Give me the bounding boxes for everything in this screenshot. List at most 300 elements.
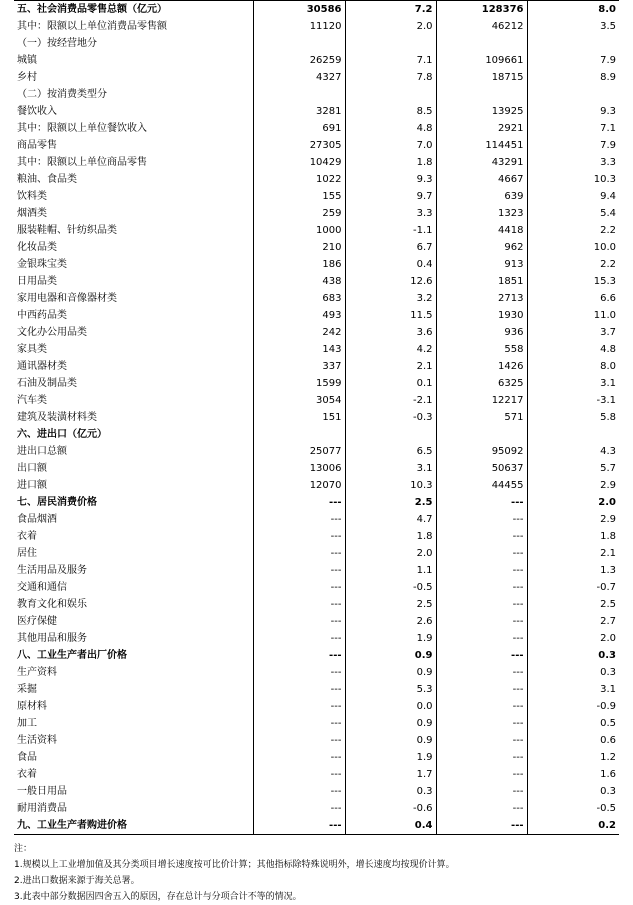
cell-v2: 5.3 <box>345 681 436 698</box>
cell-v3: --- <box>436 749 527 766</box>
cell-v2: 0.9 <box>345 715 436 732</box>
cell-v1: --- <box>253 528 345 545</box>
table-row <box>14 477 619 494</box>
cell-v4 <box>527 35 619 52</box>
cell-v1: 1022 <box>253 171 345 188</box>
cell-v4: 1.8 <box>600 531 616 542</box>
cell-v4: 9.3 <box>600 106 616 117</box>
cell-v3: 43291 <box>436 154 527 171</box>
cell-v2: 2.0 <box>345 545 436 562</box>
statistics-table <box>14 0 619 835</box>
row-label: 原材料 <box>14 698 253 715</box>
cell-v3: --- <box>436 494 527 511</box>
cell-v2: 2.5 <box>345 494 436 511</box>
cell-v4: 0.5 <box>600 718 616 729</box>
row-label: 七、居民消费价格 <box>14 494 253 511</box>
cell-v4: 7.9 <box>600 55 616 66</box>
row-label: 居住 <box>14 545 253 562</box>
cell-v4: -0.5 <box>596 803 616 814</box>
row-label: 耐用消费品 <box>14 800 253 817</box>
footnote-2: 2.进出口数据来源于海关总署。 <box>14 876 140 886</box>
table-row <box>14 341 619 358</box>
cell-v3: 4418 <box>436 222 527 239</box>
cell-v4: 2.9 <box>600 480 616 491</box>
cell-v4: 3.3 <box>600 157 616 168</box>
cell-v1: 186 <box>253 256 345 273</box>
cell-v2: 7.1 <box>345 52 436 69</box>
cell-v1: 143 <box>253 341 345 358</box>
cell-v2: 3.1 <box>345 460 436 477</box>
table-row <box>14 103 619 120</box>
cell-v1: 155 <box>253 188 345 205</box>
cell-v3: 44455 <box>436 477 527 494</box>
table-row <box>14 766 619 783</box>
cell-v3: --- <box>436 596 527 613</box>
cell-v4: 8.0 <box>527 1 619 19</box>
cell-v3: 1323 <box>436 205 527 222</box>
row-label: 食品 <box>14 749 253 766</box>
row-label: 生活用品及服务 <box>14 562 253 579</box>
row-label: 其他用品和服务 <box>14 630 253 647</box>
cell-v2: 1.9 <box>345 749 436 766</box>
row-label: 服装鞋帽、针纺织品类 <box>14 222 253 239</box>
cell-v3: 4667 <box>436 171 527 188</box>
cell-v3 <box>436 426 527 443</box>
cell-v3: 18715 <box>436 69 527 86</box>
cell-v2: 12.6 <box>345 273 436 290</box>
cell-v3: 114451 <box>436 137 527 154</box>
cell-v4: 11.0 <box>593 310 616 321</box>
table-row <box>14 613 619 630</box>
cell-v2: 0.3 <box>345 783 436 800</box>
cell-v2: 4.7 <box>345 511 436 528</box>
cell-v3: --- <box>436 647 527 664</box>
table-row <box>14 222 619 239</box>
footnote-1: 1.规模以上工业增加值及其分类项目增长速度按可比价计算；其他指标除特殊说明外，增长速度均按现价计算。 <box>14 860 455 870</box>
cell-v3: --- <box>436 698 527 715</box>
table-body <box>14 1 619 835</box>
cell-v4: 2.7 <box>600 616 616 627</box>
cell-v3: 95092 <box>436 443 527 460</box>
cell-v3: 1930 <box>436 307 527 324</box>
cell-v2: 0.4 <box>345 817 436 835</box>
table-row <box>14 443 619 460</box>
cell-v1: --- <box>253 681 345 698</box>
table-row <box>14 426 619 443</box>
row-label: 餐饮收入 <box>14 103 253 120</box>
row-label: 进口额 <box>14 477 253 494</box>
cell-v3: --- <box>436 681 527 698</box>
cell-v2: 9.7 <box>345 188 436 205</box>
table-row <box>14 69 619 86</box>
cell-v1: 3054 <box>253 392 345 409</box>
cell-v2: 0.9 <box>345 664 436 681</box>
table-row <box>14 1 619 19</box>
table-row <box>14 596 619 613</box>
cell-v2: 1.8 <box>345 154 436 171</box>
cell-v4: -0.7 <box>596 582 616 593</box>
row-label: 医疗保健 <box>14 613 253 630</box>
table-row <box>14 562 619 579</box>
cell-v2: 3.2 <box>345 290 436 307</box>
table-row <box>14 239 619 256</box>
cell-v3: 128376 <box>436 1 527 19</box>
cell-v2: 6.5 <box>345 443 436 460</box>
cell-v2: 0.4 <box>345 256 436 273</box>
cell-v1: --- <box>253 749 345 766</box>
table-row <box>14 358 619 375</box>
cell-v3: --- <box>436 715 527 732</box>
table-row <box>14 290 619 307</box>
row-label: 金银珠宝类 <box>14 256 253 273</box>
cell-v4 <box>527 86 619 103</box>
cell-v3: 109661 <box>436 52 527 69</box>
cell-v2: 0.9 <box>345 647 436 664</box>
row-label: 衣着 <box>14 766 253 783</box>
table-row <box>14 375 619 392</box>
cell-v3: --- <box>436 630 527 647</box>
cell-v1: --- <box>253 596 345 613</box>
table-row <box>14 528 619 545</box>
cell-v2: 11.5 <box>345 307 436 324</box>
table-row <box>14 171 619 188</box>
cell-v3: 639 <box>436 188 527 205</box>
cell-v4: 2.1 <box>600 548 616 559</box>
table-row <box>14 800 619 817</box>
cell-v4: 3.5 <box>600 21 616 32</box>
row-label: 石油及制品类 <box>14 375 253 392</box>
row-label: 生产资料 <box>14 664 253 681</box>
cell-v2: 1.7 <box>345 766 436 783</box>
cell-v2: 3.3 <box>345 205 436 222</box>
table-row <box>14 783 619 800</box>
cell-v4: 2.0 <box>598 497 616 508</box>
cell-v3: 936 <box>436 324 527 341</box>
cell-v2: 1.9 <box>345 630 436 647</box>
footnote-head: 注： <box>14 844 33 854</box>
footnotes <box>14 841 619 905</box>
row-label: 一般日用品 <box>14 783 253 800</box>
row-label: 衣着 <box>14 528 253 545</box>
row-label: 化妆品类 <box>14 239 253 256</box>
cell-v1: 151 <box>253 409 345 426</box>
table-row <box>14 749 619 766</box>
cell-v3: 571 <box>436 409 527 426</box>
cell-v2 <box>345 86 436 103</box>
cell-v2: -0.3 <box>345 409 436 426</box>
cell-v1: 493 <box>253 307 345 324</box>
table-row <box>14 256 619 273</box>
cell-v1: --- <box>253 562 345 579</box>
cell-v3: 1851 <box>436 273 527 290</box>
cell-v3: --- <box>436 800 527 817</box>
cell-v1: 10429 <box>253 154 345 171</box>
table-row <box>14 460 619 477</box>
cell-v3: --- <box>436 579 527 596</box>
row-label: 出口额 <box>14 460 253 477</box>
cell-v4: 2.9 <box>600 514 616 525</box>
row-label: 八、工业生产者出厂价格 <box>14 647 253 664</box>
cell-v4: 0.2 <box>527 817 619 835</box>
cell-v2: 6.7 <box>345 239 436 256</box>
row-label: 教育文化和娱乐 <box>14 596 253 613</box>
table-row <box>14 545 619 562</box>
cell-v2: 2.5 <box>345 596 436 613</box>
cell-v4: -3.1 <box>596 395 616 406</box>
cell-v4: 7.9 <box>600 140 616 151</box>
table-row <box>14 817 619 835</box>
cell-v1: --- <box>253 647 345 664</box>
cell-v1: 683 <box>253 290 345 307</box>
row-label: 汽车类 <box>14 392 253 409</box>
cell-v4: 2.2 <box>600 259 616 270</box>
cell-v4: 6.6 <box>600 293 616 304</box>
row-label: 食品烟酒 <box>14 511 253 528</box>
row-label: 饮料类 <box>14 188 253 205</box>
cell-v4: 4.3 <box>600 446 616 457</box>
cell-v3: --- <box>436 664 527 681</box>
table-row <box>14 392 619 409</box>
table-row <box>14 273 619 290</box>
cell-v4: 0.3 <box>600 786 616 797</box>
cell-v2: -2.1 <box>345 392 436 409</box>
row-label: 烟酒类 <box>14 205 253 222</box>
table-row <box>14 630 619 647</box>
cell-v2: 4.8 <box>345 120 436 137</box>
table-row <box>14 715 619 732</box>
cell-v3: 13925 <box>436 103 527 120</box>
cell-v4: 3.1 <box>600 378 616 389</box>
statistics-page <box>14 0 619 905</box>
cell-v1: 30586 <box>253 1 345 19</box>
cell-v1: 691 <box>253 120 345 137</box>
cell-v1: 210 <box>253 239 345 256</box>
cell-v1: 1599 <box>253 375 345 392</box>
cell-v1 <box>253 426 345 443</box>
cell-v1: 11120 <box>253 18 345 35</box>
cell-v3 <box>436 35 527 52</box>
cell-v3: 6325 <box>436 375 527 392</box>
row-label: 其中：限额以上单位消费品零售额 <box>14 18 253 35</box>
row-label: （一）按经营地分 <box>14 35 253 52</box>
cell-v1: 4327 <box>253 69 345 86</box>
table-row <box>14 137 619 154</box>
row-label: （二）按消费类型分 <box>14 86 253 103</box>
row-label: 城镇 <box>14 52 253 69</box>
cell-v1 <box>253 86 345 103</box>
table-row <box>14 35 619 52</box>
row-label: 其中：限额以上单位餐饮收入 <box>14 120 253 137</box>
cell-v2: 2.1 <box>345 358 436 375</box>
cell-v2: -0.5 <box>345 579 436 596</box>
row-label: 中西药品类 <box>14 307 253 324</box>
cell-v2: 7.0 <box>345 137 436 154</box>
row-label: 商品零售 <box>14 137 253 154</box>
cell-v1: --- <box>253 698 345 715</box>
cell-v4: 5.8 <box>600 412 616 423</box>
cell-v1: --- <box>253 494 345 511</box>
cell-v1: --- <box>253 732 345 749</box>
cell-v3: 913 <box>436 256 527 273</box>
cell-v3: 1426 <box>436 358 527 375</box>
cell-v1: 13006 <box>253 460 345 477</box>
cell-v1: --- <box>253 800 345 817</box>
cell-v2 <box>345 426 436 443</box>
cell-v2: 7.2 <box>345 1 436 19</box>
cell-v3: 2713 <box>436 290 527 307</box>
row-label: 粮油、食品类 <box>14 171 253 188</box>
row-label: 进出口总额 <box>14 443 253 460</box>
cell-v1: 25077 <box>253 443 345 460</box>
cell-v1: 3281 <box>253 103 345 120</box>
cell-v4: 10.3 <box>593 174 616 185</box>
cell-v2: 0.0 <box>345 698 436 715</box>
cell-v3: --- <box>436 511 527 528</box>
table-row <box>14 664 619 681</box>
cell-v3: 46212 <box>436 18 527 35</box>
cell-v4: 10.0 <box>593 242 616 253</box>
cell-v2: -0.6 <box>345 800 436 817</box>
table-row <box>14 511 619 528</box>
table-row <box>14 409 619 426</box>
table-row <box>14 154 619 171</box>
cell-v3: 962 <box>436 239 527 256</box>
table-row <box>14 681 619 698</box>
cell-v4: 9.4 <box>600 191 616 202</box>
cell-v2: 8.5 <box>345 103 436 120</box>
table-row <box>14 324 619 341</box>
cell-v4: 4.8 <box>600 344 616 355</box>
cell-v4: 0.6 <box>600 735 616 746</box>
table-row <box>14 732 619 749</box>
cell-v4: 8.0 <box>600 361 616 372</box>
cell-v1: --- <box>253 664 345 681</box>
table-row <box>14 188 619 205</box>
row-label: 乡村 <box>14 69 253 86</box>
cell-v3: 50637 <box>436 460 527 477</box>
table-row <box>14 647 619 664</box>
cell-v2: 0.1 <box>345 375 436 392</box>
cell-v1: --- <box>253 545 345 562</box>
cell-v2: 2.6 <box>345 613 436 630</box>
cell-v1: 242 <box>253 324 345 341</box>
cell-v3: --- <box>436 528 527 545</box>
cell-v3: 12217 <box>436 392 527 409</box>
cell-v1: --- <box>253 613 345 630</box>
cell-v2: 1.8 <box>345 528 436 545</box>
cell-v4: 2.2 <box>600 225 616 236</box>
cell-v4: 5.7 <box>600 463 616 474</box>
cell-v3: --- <box>436 766 527 783</box>
row-label: 家具类 <box>14 341 253 358</box>
row-label: 其中：限额以上单位商品零售 <box>14 154 253 171</box>
cell-v1: 259 <box>253 205 345 222</box>
cell-v1: --- <box>253 579 345 596</box>
cell-v1: --- <box>253 766 345 783</box>
row-label: 加工 <box>14 715 253 732</box>
row-label: 生活资料 <box>14 732 253 749</box>
cell-v4: 3.7 <box>600 327 616 338</box>
cell-v2: 9.3 <box>345 171 436 188</box>
cell-v3: --- <box>436 817 527 835</box>
cell-v2 <box>345 35 436 52</box>
cell-v4: 1.6 <box>600 769 616 780</box>
footnote-3: 3.此表中部分数据因四舍五入的原因，存在总计与分项合计不等的情况。 <box>14 892 302 902</box>
cell-v4: 2.5 <box>600 599 616 610</box>
cell-v2: 4.2 <box>345 341 436 358</box>
table-row <box>14 86 619 103</box>
cell-v2: -1.1 <box>345 222 436 239</box>
row-label: 采掘 <box>14 681 253 698</box>
row-label: 九、工业生产者购进价格 <box>14 817 253 835</box>
table-row <box>14 579 619 596</box>
cell-v4: 2.0 <box>600 633 616 644</box>
cell-v2: 0.9 <box>345 732 436 749</box>
cell-v3: --- <box>436 545 527 562</box>
cell-v1: 438 <box>253 273 345 290</box>
cell-v1: 27305 <box>253 137 345 154</box>
row-label: 日用品类 <box>14 273 253 290</box>
cell-v4: 7.1 <box>600 123 616 134</box>
table-row <box>14 698 619 715</box>
cell-v2: 2.0 <box>345 18 436 35</box>
cell-v1: 337 <box>253 358 345 375</box>
cell-v3: 558 <box>436 341 527 358</box>
cell-v3 <box>436 86 527 103</box>
cell-v2: 1.1 <box>345 562 436 579</box>
cell-v4 <box>527 426 619 443</box>
row-label: 五、社会消费品零售总额（亿元） <box>14 1 253 19</box>
cell-v3: --- <box>436 732 527 749</box>
row-label: 交通和通信 <box>14 579 253 596</box>
cell-v1: 26259 <box>253 52 345 69</box>
table-row <box>14 120 619 137</box>
table-row <box>14 18 619 35</box>
cell-v3: --- <box>436 562 527 579</box>
table-row <box>14 52 619 69</box>
cell-v2: 3.6 <box>345 324 436 341</box>
cell-v4: 0.3 <box>598 650 616 661</box>
cell-v4: 1.2 <box>600 752 616 763</box>
cell-v4: 5.4 <box>600 208 616 219</box>
cell-v4: 3.1 <box>600 684 616 695</box>
cell-v1: 1000 <box>253 222 345 239</box>
cell-v1: --- <box>253 817 345 835</box>
cell-v2: 10.3 <box>345 477 436 494</box>
cell-v3: --- <box>436 783 527 800</box>
cell-v3: --- <box>436 613 527 630</box>
cell-v1: --- <box>253 630 345 647</box>
cell-v1: 12070 <box>253 477 345 494</box>
table-row <box>14 494 619 511</box>
row-label: 家用电器和音像器材类 <box>14 290 253 307</box>
cell-v1: --- <box>253 783 345 800</box>
cell-v4: 0.3 <box>600 667 616 678</box>
table-row <box>14 307 619 324</box>
cell-v1: --- <box>253 511 345 528</box>
cell-v4: 1.3 <box>600 565 616 576</box>
cell-v2: 7.8 <box>345 69 436 86</box>
row-label: 通讯器材类 <box>14 358 253 375</box>
cell-v4: 8.9 <box>600 72 616 83</box>
row-label: 六、进出口（亿元） <box>14 426 253 443</box>
cell-v1 <box>253 35 345 52</box>
cell-v4: 15.3 <box>593 276 616 287</box>
table-row <box>14 205 619 222</box>
cell-v3: 2921 <box>436 120 527 137</box>
cell-v4: -0.9 <box>596 701 616 712</box>
row-label: 文化办公用品类 <box>14 324 253 341</box>
